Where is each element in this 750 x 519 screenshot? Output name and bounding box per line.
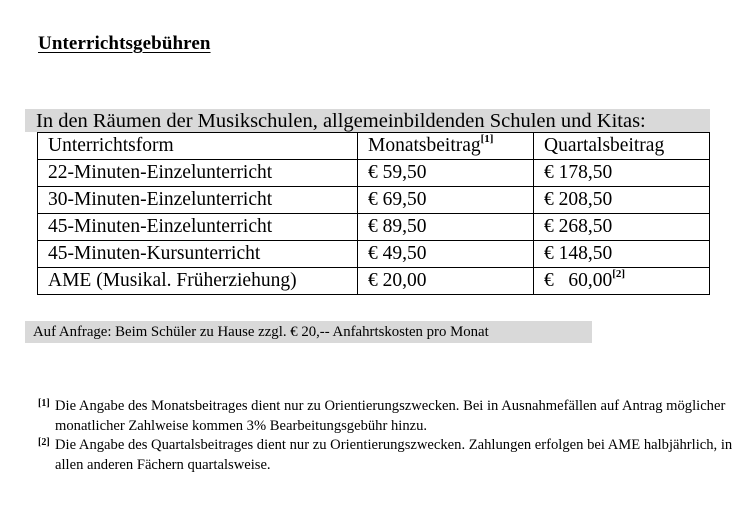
cell-quarterly [534,241,710,268]
footnote-2 [38,436,738,475]
footnote-ref-1: [1] [480,133,494,145]
table-row [38,160,710,187]
page-title: Unterrichtsgebühren [38,33,211,54]
cell-monthly: € 49,50 [358,241,534,268]
section-heading-bar [25,109,710,132]
column-header-monthly [358,133,534,160]
fee-table [37,132,710,295]
cell-quarterly-value: € 178,50 [544,162,613,183]
cell-monthly: € 69,50 [358,187,534,214]
cell-monthly: € 89,50 [358,214,534,241]
footnote-1-text: Die Angabe des Monatsbeitrages dient nur zu Orientierungszwecken. Bei in Ausnahmefällen auf Antrag möglicher monatlicher Zahlweise kommen 3% Bearbeitungsgebühr hinzu. [55,398,726,434]
cell-form: AME (Musikal. Früherziehung) [38,268,358,295]
home-visit-note-bar [25,321,592,343]
cell-quarterly-value: € 208,50 [544,189,613,210]
cell-quarterly-value: € 268,50 [544,216,613,237]
cell-quarterly-value: € 60,00 [544,270,613,291]
table-row [38,214,710,241]
table-row [38,187,710,214]
cell-form: 45-Minuten-Kursunterricht [38,241,358,268]
column-header-form: Unterrichtsform [38,133,358,160]
footnote-ref-2: [2] [612,268,626,280]
cell-form: 22-Minuten-Einzelunterricht [38,160,358,187]
footnotes [38,397,738,475]
table-header-row [38,133,710,160]
cell-form: 30-Minuten-Einzelunterricht [38,187,358,214]
column-header-quarterly: Quartalsbeitrag [534,133,710,160]
cell-quarterly [534,187,710,214]
table-row [38,268,710,295]
footnote-1-mark: [1] [38,398,50,409]
footnote-2-mark: [2] [38,437,50,448]
cell-monthly: € 59,50 [358,160,534,187]
cell-monthly: € 20,00 [358,268,534,295]
home-visit-note: Auf Anfrage: Beim Schüler zu Hause zzgl. € 20,-- Anfahrtskosten pro Monat [33,324,489,340]
section-heading: In den Räumen der Musikschulen, allgemeinbildenden Schulen und Kitas: [36,110,646,132]
cell-quarterly [534,214,710,241]
cell-form: 45-Minuten-Einzelunterricht [38,214,358,241]
table-row [38,241,710,268]
cell-quarterly [534,160,710,187]
footnote-2-text: Die Angabe des Quartalsbeitrages dient nur zu Orientierungszwecken. Zahlungen erfolgen bei AME halbjährlich, in allen anderen Fächern quartalsweise. [55,437,733,473]
cell-quarterly [534,268,710,295]
column-header-monthly-label: Monatsbeitrag [368,135,481,156]
cell-quarterly-value: € 148,50 [544,243,613,264]
footnote-1 [38,397,738,436]
